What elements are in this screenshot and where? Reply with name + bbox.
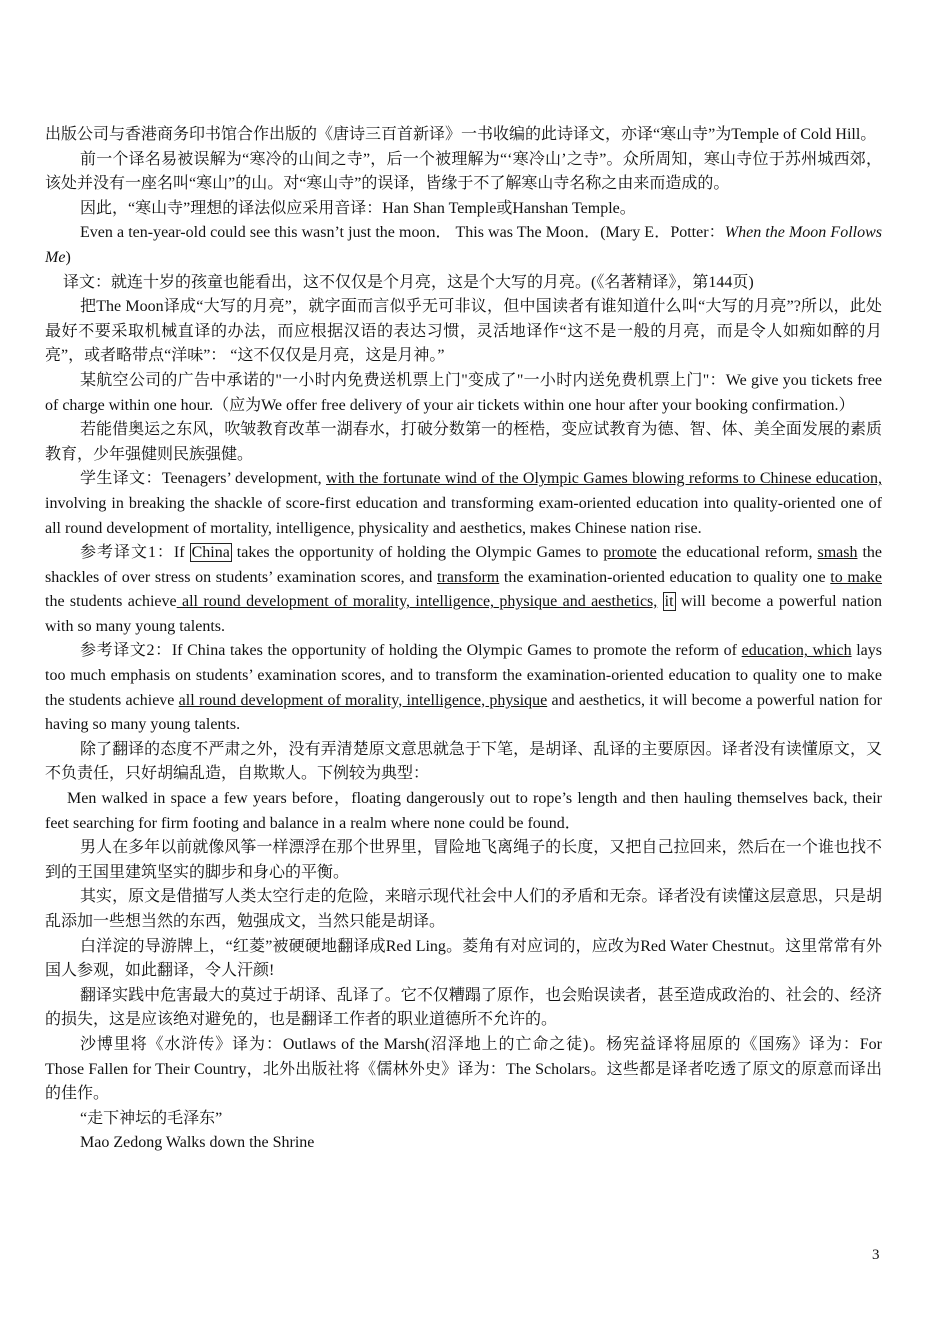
heading-translation: Mao Zedong Walks down the Shrine (80, 1134, 315, 1152)
english-quote: Men walked in space a few years before，floating dangerously out to rope’s length and then hauling themselves back, their feet searching for firm footing and balance in a realm where none could be found． (45, 790, 883, 832)
underlined-text: promote (603, 544, 657, 562)
text-run: and aesthetics, it will become a powerful nation for having so many young talents. (45, 691, 882, 734)
text-run: Teenagers’ development, (161, 470, 327, 488)
underlined-text: with the fortunate wind of the Olympic Games blowing reforms to Chinese education, (326, 470, 882, 488)
underlined-text: smash (817, 544, 858, 562)
text-run: the shackles of over stress on students’ examination scores, and (45, 544, 883, 586)
paragraph: 白洋淀的导游牌上，“红菱”被硬硬地翻译成Red Ling。菱角有对应词的，应改为Red Water Chestnut。这里常常有外国人参观，如此翻译，令人汗颜! (45, 937, 882, 980)
boxed-text: China (191, 544, 230, 562)
paragraph: 沙博里将《水浒传》译为：Outlaws of the Marsh(沼泽地上的亡命之徒)。杨宪益译将屈原的《国殇》译为：For Those Fallen for Their Country，北外出版社将《儒林外史》译为：The Scholars。这些都是译者吃透了原文的原意而译出的佳作。 (45, 1035, 882, 1103)
text-run: takes the opportunity of holding the Olympic Games to (231, 544, 604, 562)
paragraph: 译文：就连十岁的孩童也能看出，这不仅仅是个月亮，这是个大写的月亮。(《名著精译》，第144页) (63, 273, 754, 291)
student-translation (45, 467, 882, 541)
paragraph: 因此，“寒山寺”理想的译法似应采用音译：Han Shan Temple或Hanshan Temple。 (80, 199, 636, 217)
label: 参考译文2： (80, 642, 172, 660)
underlined-text: all round development of morality, intelligence, physique (178, 691, 548, 709)
text-run: lays too much emphasis on students’ examination scores, and to transform the examination-oriented education to quality one to make the students achieve (45, 642, 882, 709)
paragraph: 把The Moon译成“大写的月亮”，就字面而言似乎无可非议，但中国读者有谁知道什么叫“大写的月亮”?所以，此处最好不要采取机械直译的办法，而应根据汉语的表达习惯，灵活地译作“这不是一般的月亮，而是令人如痴如醉的月亮”，或者略带点“洋味”： “这不仅仅是月亮，这是月神。” (45, 298, 882, 365)
label: 参考译文1： (80, 544, 174, 562)
text-run: the examination-oriented education to quality one (499, 568, 831, 586)
label: 学生译文： (80, 470, 162, 488)
underlined-text: transform (437, 568, 500, 586)
quote-close: ) (65, 248, 71, 266)
paragraph: 某航空公司的广告中承诺的"一小时内免费送机票上门"变成了"一小时内送免费机票上门"：We give you tickets free of charge within one hour.（应为We offer free delivery of your air tickets within one hour after your booking confirmation.） (45, 371, 882, 414)
paragraph: 其实，原文是借描写人类太空行走的危险，来暗示现代社会中人们的矛盾和无奈。译者没有读懂这层意思，只是胡乱添加一些想当然的东西，勉强成文，当然只能是胡译。 (45, 888, 882, 930)
text-run: the students achieve (45, 593, 177, 611)
text-run: If China takes the opportunity of holding the Olympic Games to promote the reform of (171, 642, 742, 660)
text-run: will become a powerful nation with so many young talents. (45, 593, 882, 635)
book-title: When the Moon Follows Me (45, 224, 882, 266)
text-run (657, 593, 662, 610)
paragraph: 翻译实践中危害最大的莫过于胡译、乱译了。它不仅糟蹋了原作，也会贻误读者，甚至造成政治的、社会的、经济的损失，这是应该绝对避免的，也是翻译工作者的职业道德所不允许的。 (45, 986, 882, 1029)
underlined-text: all round development of morality, intelligence, physique and aesthetics, (176, 593, 658, 611)
paragraph: 出版公司与香港商务印书馆合作出版的《唐诗三百首新译》一书收编的此诗译文，亦译“寒山寺”为Temple of Cold Hill。 (45, 126, 877, 143)
english-quote (45, 221, 882, 270)
paragraph: 若能借奥运之东风，吹皱教育改革一湖春水，打破分数第一的桎梏，变应试教育为德、智、体、美全面发展的素质教育，少年强健则民族强健。 (45, 421, 882, 463)
reference-translation-1 (45, 541, 882, 639)
quote-text: Even a ten-year-old could see this wasn’t just the moon． This was The Moon．(Mary E．Potter： (80, 224, 725, 242)
paragraph: 前一个译名易被误解为“寒冷的山间之寺”，后一个被理解为“‘寒冷山’之寺”。众所周知，寒山寺位于苏州城西郊，该处并没有一座名叫“寒山”的山。对“寒山寺”的误译，皆缘于不了解寒山寺名称之由来而造成的。 (45, 150, 882, 193)
document-body (45, 123, 882, 1156)
boxed-text: it (664, 593, 674, 611)
paragraph: 除了翻译的态度不严肃之外，没有弄清楚原文意思就急于下笔，是胡译、乱译的主要原因。译者没有读懂原文，又不负责任，只好胡编乱造，自欺欺人。下例较为典型： (45, 740, 882, 783)
underlined-text: education, which (741, 642, 852, 660)
underlined-text: to make (830, 568, 883, 586)
text-run: the educational reform, (656, 544, 818, 562)
paragraph: 男人在多年以前就像风筝一样漂浮在那个世界里，冒险地飞离绳子的长度，又把自己拉回来，然后在一个谁也找不到的王国里建筑坚实的脚步和身心的平衡。 (45, 839, 882, 881)
page-number: 3 (872, 1247, 880, 1263)
reference-translation-2 (45, 639, 882, 737)
text-run: involving in breaking the shackle of score-first education and transforming exam-oriented education into quality-oriented one of all round development of mortality, intelligence, physicality and aesthetics, makes Chinese nation rise. (45, 494, 882, 537)
heading-quote: “走下神坛的毛泽东” (80, 1109, 223, 1127)
text-run: If (173, 544, 190, 562)
